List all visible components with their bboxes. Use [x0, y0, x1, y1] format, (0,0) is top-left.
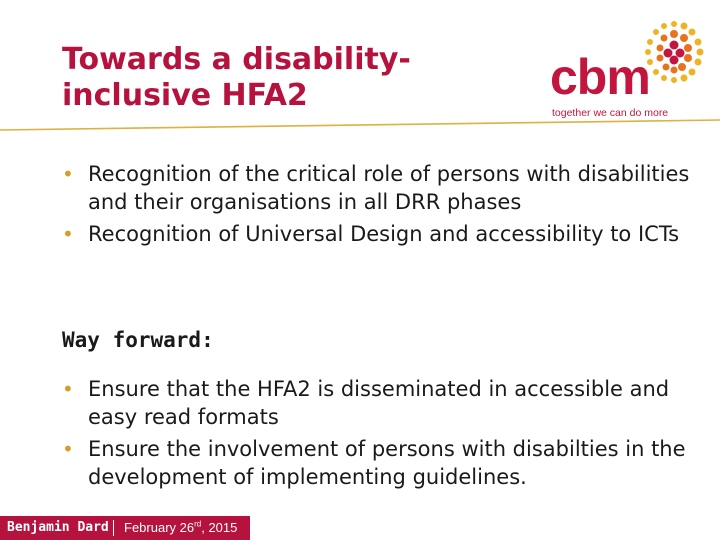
- footer-divider: [113, 520, 114, 536]
- slide-title: [62, 42, 502, 114]
- header-divider: [0, 118, 720, 132]
- bullet-icon: •: [62, 162, 74, 186]
- bullet-text: Ensure that the HFA2 is disseminated in accessible and easy read formats: [88, 377, 670, 429]
- cbm-tagline: together we can do more: [552, 107, 669, 119]
- bullet-icon: •: [62, 377, 74, 401]
- cbm-dots-emblem-icon: [640, 18, 708, 86]
- list-item: [62, 435, 702, 491]
- footer-date-prefix: February 26: [124, 520, 195, 535]
- bullet-text: Recognition of Universal Design and accessibility to ICTs: [88, 222, 680, 246]
- way-forward-heading: Way forward:: [62, 328, 214, 352]
- bullet-list-recognition: [62, 160, 702, 252]
- bullet-icon: •: [62, 222, 74, 246]
- slide-title-line-1: Towards a disability-: [62, 42, 411, 77]
- list-item: [62, 375, 702, 431]
- footer-author: Benjamin Dard: [7, 520, 109, 535]
- footer-bar: [0, 516, 250, 540]
- bullet-icon: •: [62, 437, 74, 461]
- slide-title-line-2: inclusive HFA2: [62, 78, 308, 113]
- footer-date: [124, 519, 237, 537]
- bullet-text: Recognition of the critical role of persons with disabilities and their organisations in all DRR phases: [88, 162, 690, 214]
- cbm-wordmark: cbm: [550, 49, 650, 105]
- list-item: [62, 220, 702, 248]
- footer-date-suffix: rd: [194, 519, 202, 529]
- footer-date-year: , 2015: [201, 520, 238, 535]
- bullet-list-way-forward: [62, 375, 702, 495]
- cbm-logo: [548, 18, 708, 118]
- list-item: [62, 160, 702, 216]
- bullet-text: Ensure the involvement of persons with disabilties in the development of implementing guidelines.: [88, 437, 686, 489]
